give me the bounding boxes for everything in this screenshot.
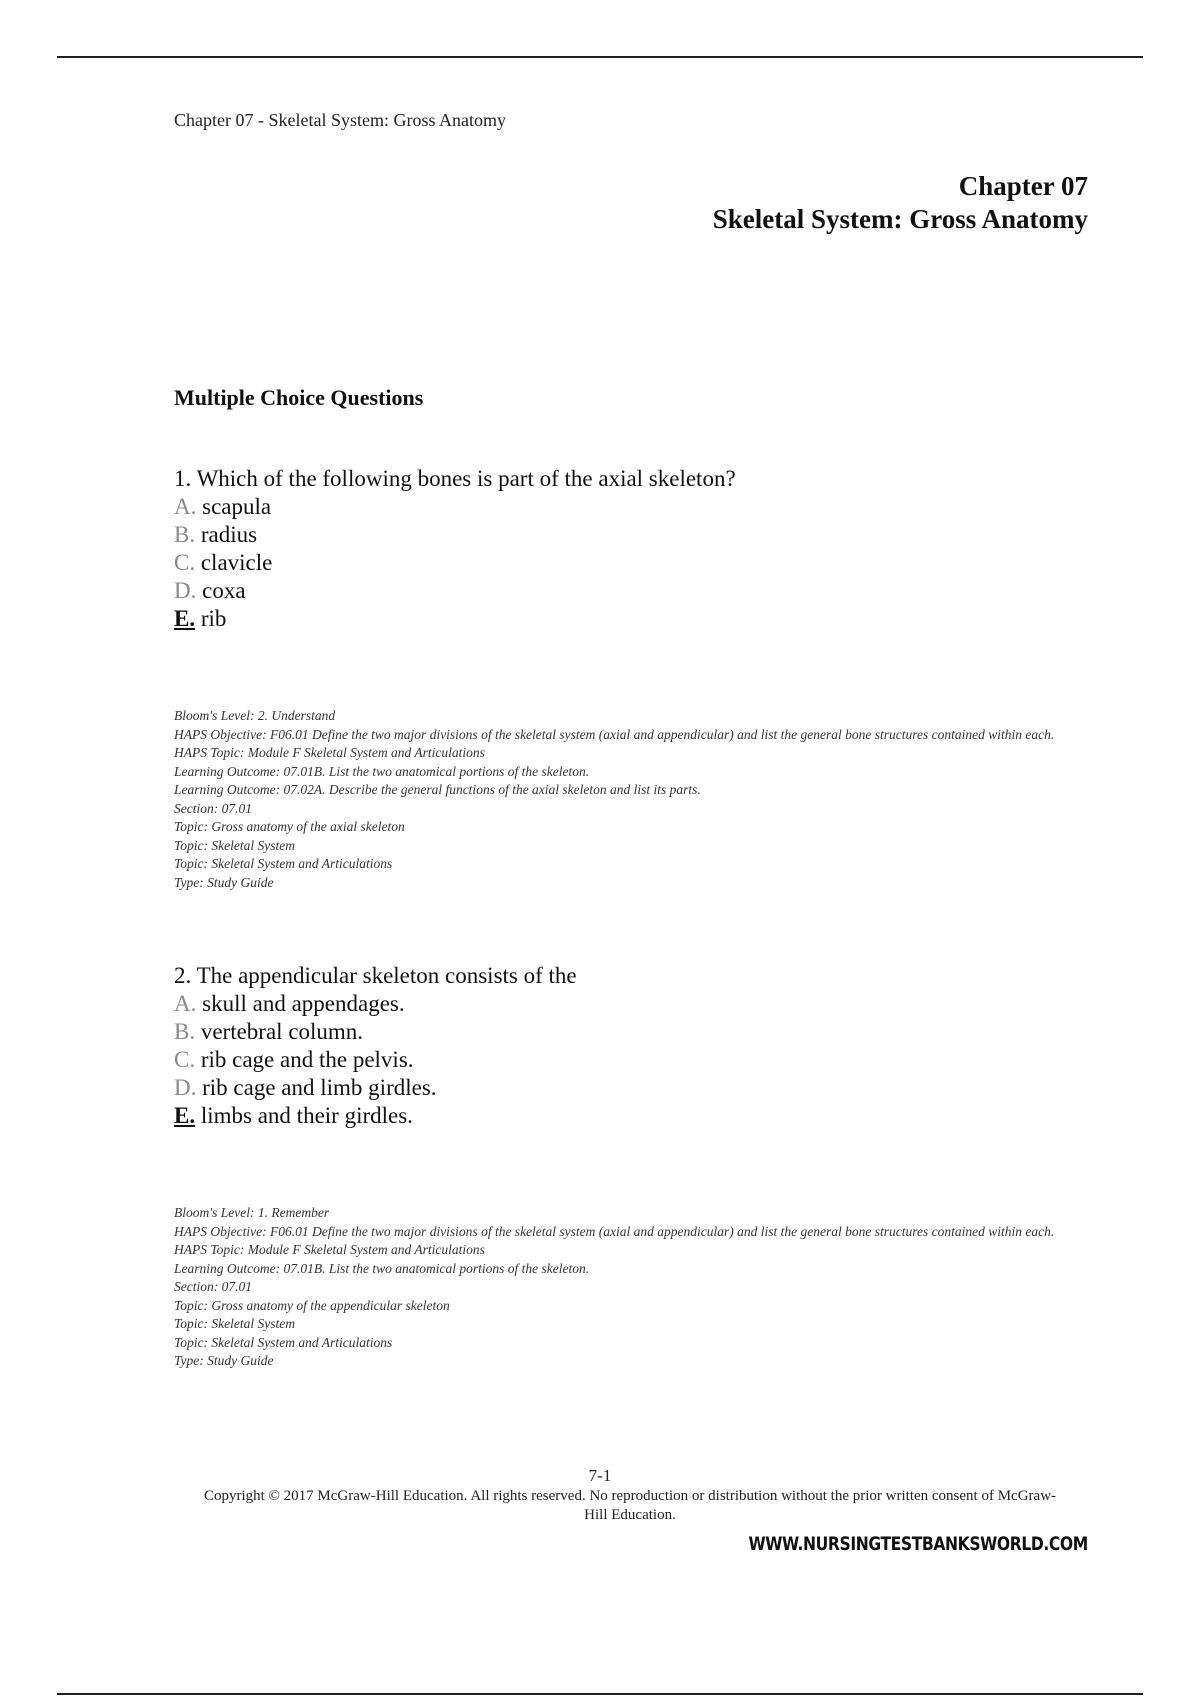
meta-line: Bloom's Level: 1. Remember — [174, 1205, 330, 1220]
choice-text: clavicle — [200, 550, 273, 575]
section-heading: Multiple Choice Questions — [174, 385, 424, 410]
top-rule — [57, 56, 1143, 58]
question-1-metadata — [174, 707, 1084, 892]
choice-letter: C. — [174, 550, 196, 575]
correct-choice-letter: E. — [174, 1103, 196, 1128]
choice-text: rib cage and the pelvis. — [200, 1047, 414, 1072]
choice-d — [174, 1074, 1094, 1102]
choice-e-correct — [174, 605, 1094, 633]
choice-text: coxa — [202, 578, 246, 603]
meta-line: Learning Outcome: 07.02A. Describe the general functions of the axial skeleton and list its parts. — [174, 782, 701, 797]
choice-letter: D. — [174, 1075, 197, 1100]
meta-line: Topic: Skeletal System — [174, 1316, 295, 1331]
choice-e-correct — [174, 1102, 1094, 1130]
meta-line: HAPS Objective: F06.01 Define the two major divisions of the skeletal system (axial and appendicular) and list the general bone structures contained within each. — [174, 1223, 1055, 1239]
choice-text: rib — [200, 606, 227, 631]
chapter-name: Skeletal System: Gross Anatomy — [712, 204, 1088, 234]
choice-text: limbs and their girdles. — [200, 1103, 413, 1128]
choice-d — [174, 577, 1094, 605]
choice-c — [174, 1046, 1094, 1074]
question-1 — [174, 465, 1094, 633]
meta-line: HAPS Topic: Module F Skeletal System and Articulations — [174, 1242, 485, 1257]
page-number: 7-1 — [588, 1466, 612, 1485]
meta-line: Type: Study Guide — [174, 1353, 274, 1368]
choice-a — [174, 493, 1094, 521]
chapter-number: Chapter 07 — [958, 171, 1088, 201]
choice-a — [174, 990, 1094, 1018]
choice-b — [174, 521, 1094, 549]
choice-letter: A. — [174, 991, 197, 1016]
meta-line: Section: 07.01 — [174, 800, 252, 816]
meta-line: Topic: Gross anatomy of the axial skeleton — [174, 819, 405, 834]
meta-line: Learning Outcome: 07.01B. List the two anatomical portions of the skeleton. — [174, 763, 590, 779]
watermark: WWW.NURSINGTESTBANKSWORLD.COM — [748, 1533, 1088, 1555]
meta-line: Learning Outcome: 07.01B. List the two anatomical portions of the skeleton. — [174, 1260, 590, 1276]
choice-text: scapula — [202, 494, 272, 519]
choice-b — [174, 1018, 1094, 1046]
question-stem: 2. The appendicular skeleton consists of the — [174, 963, 577, 988]
meta-line: Section: 07.01 — [174, 1279, 252, 1294]
question-2-metadata — [174, 1204, 1084, 1371]
chapter-title — [713, 170, 1088, 236]
meta-line: Topic: Skeletal System and Articulations — [174, 856, 393, 871]
meta-line: Bloom's Level: 2. Understand — [174, 708, 336, 723]
choice-letter: B. — [174, 1019, 196, 1044]
choice-text: vertebral column. — [200, 1019, 364, 1044]
choice-text: radius — [200, 522, 258, 547]
correct-choice-letter: E. — [174, 606, 196, 631]
choice-c — [174, 549, 1094, 577]
choice-letter: C. — [174, 1047, 196, 1072]
choice-text: skull and appendages. — [202, 991, 405, 1016]
choice-text: rib cage and limb girdles. — [202, 1075, 437, 1100]
choice-letter: A. — [174, 494, 197, 519]
choice-letter: D. — [174, 578, 197, 603]
bottom-rule — [57, 1693, 1143, 1695]
meta-line: Topic: Skeletal System and Articulations — [174, 1334, 393, 1350]
meta-line: Topic: Skeletal System — [174, 837, 295, 853]
meta-line: HAPS Topic: Module F Skeletal System and Articulations — [174, 745, 485, 760]
running-header: Chapter 07 - Skeletal System: Gross Anatomy — [174, 110, 506, 130]
copyright-notice: Copyright © 2017 McGraw-Hill Education. All rights reserved. No reproduction or distribution without the prior written consent of McGraw-Hill Education. — [203, 1488, 1057, 1523]
choice-letter: B. — [174, 522, 196, 547]
question-2 — [174, 962, 1094, 1130]
meta-line: Type: Study Guide — [174, 874, 274, 890]
meta-line: HAPS Objective: F06.01 Define the two major divisions of the skeletal system (axial and appendicular) and list the general bone structures contained within each. — [174, 726, 1055, 742]
question-stem: 1. Which of the following bones is part of the axial skeleton? — [174, 466, 736, 491]
meta-line: Topic: Gross anatomy of the appendicular skeleton — [174, 1297, 450, 1313]
